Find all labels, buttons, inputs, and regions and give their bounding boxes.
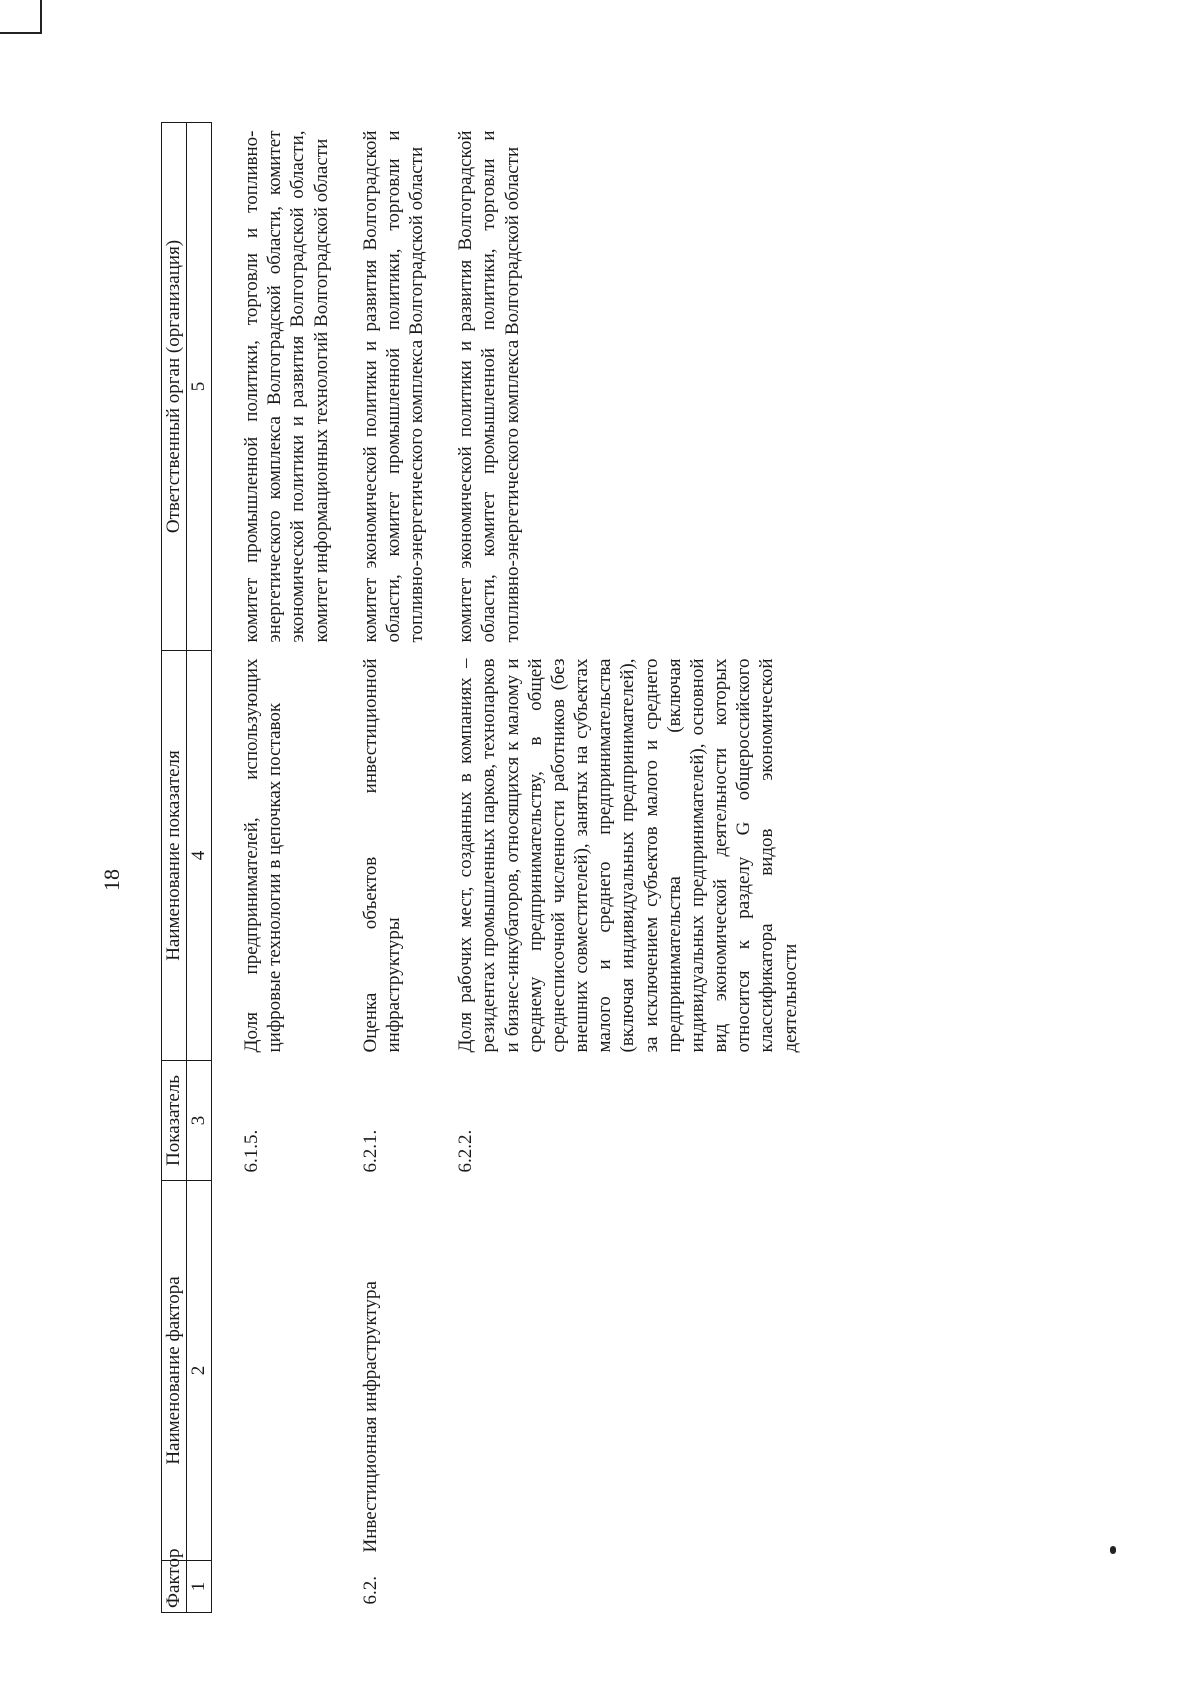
rotated-page bbox=[161, 123, 1101, 1613]
indicator-name: Оценка объектов инвестиционной инфраструктуры bbox=[359, 658, 404, 1053]
indicators-table bbox=[161, 122, 802, 1613]
indicator-name: Доля предпринимателей, использующих цифровые технологии в цепочках поставок bbox=[241, 658, 286, 1053]
table-row bbox=[428, 123, 802, 1613]
column-number: 5 bbox=[187, 123, 212, 651]
indicator-code: 6.2.2. bbox=[455, 1129, 477, 1173]
table-header-row bbox=[162, 123, 187, 1613]
column-number: 4 bbox=[187, 651, 212, 1061]
scan-speck bbox=[1110, 1546, 1116, 1554]
factor-code bbox=[212, 1561, 333, 1613]
header-indicator: Показатель bbox=[162, 1061, 187, 1181]
factor-name bbox=[212, 1181, 333, 1561]
page-number: 18 bbox=[99, 869, 124, 891]
column-number: 1 bbox=[187, 1561, 212, 1613]
table-row bbox=[212, 123, 333, 1613]
responsible-organ: комитет промышленной политики, торговли и топливно-энергетического комплекса Волгоградской области, комитет экономической политики и развития Волгоградской области, комитет информационных технологий Волгоградской области bbox=[241, 130, 332, 643]
factor-name: Инвестиционная инфраструктура bbox=[359, 1281, 381, 1553]
table-row bbox=[333, 123, 429, 1613]
responsible-organ: комитет экономической политики и развития Волгоградской области, комитет промышленной политики, торговли и топливно-энергетического комплекса Волгоградской области bbox=[359, 130, 428, 643]
header-factor-name: Наименование фактора bbox=[162, 1181, 187, 1561]
factor-name bbox=[428, 1181, 802, 1561]
column-number: 2 bbox=[187, 1181, 212, 1561]
header-responsible-organ: Ответственный орган (организация) bbox=[162, 123, 187, 651]
factor-code bbox=[428, 1561, 802, 1613]
indicator-code: 6.1.5. bbox=[241, 1129, 262, 1173]
header-indicator-name: Наименование показателя bbox=[162, 651, 187, 1061]
indicator-name: Доля рабочих мест, созданных в компаниях – резидентах промышленных парков, технопарков и бизнес-инкубаторов, относящихся к малому и среднему предпринимательству, в общей среднесписочной численности работников (без внешних совместителей), занятых на субъектах малого и среднего предпринимательства (включая индивидуальных предпринимателей), за исключением субъектов малого и среднего предпринимательства (включая индивидуальных предпринимателей), основной вид экономической деятельности которых относится к разделу G общероссийского классификатора видов экономической деятельности bbox=[455, 658, 801, 1053]
factor-code: 6.2. bbox=[359, 1576, 381, 1605]
column-number: 3 bbox=[187, 1061, 212, 1181]
column-number-row bbox=[187, 123, 212, 1613]
header-factor: Фактор bbox=[162, 1561, 187, 1613]
responsible-organ: комитет экономической политики и развития Волгоградской области, комитет промышленной политики, торговли и топливно-энергетического комплекса Волгоградской области bbox=[455, 130, 523, 643]
scan-edge-mark bbox=[0, 0, 42, 34]
indicator-code: 6.2.1. bbox=[359, 1129, 381, 1173]
